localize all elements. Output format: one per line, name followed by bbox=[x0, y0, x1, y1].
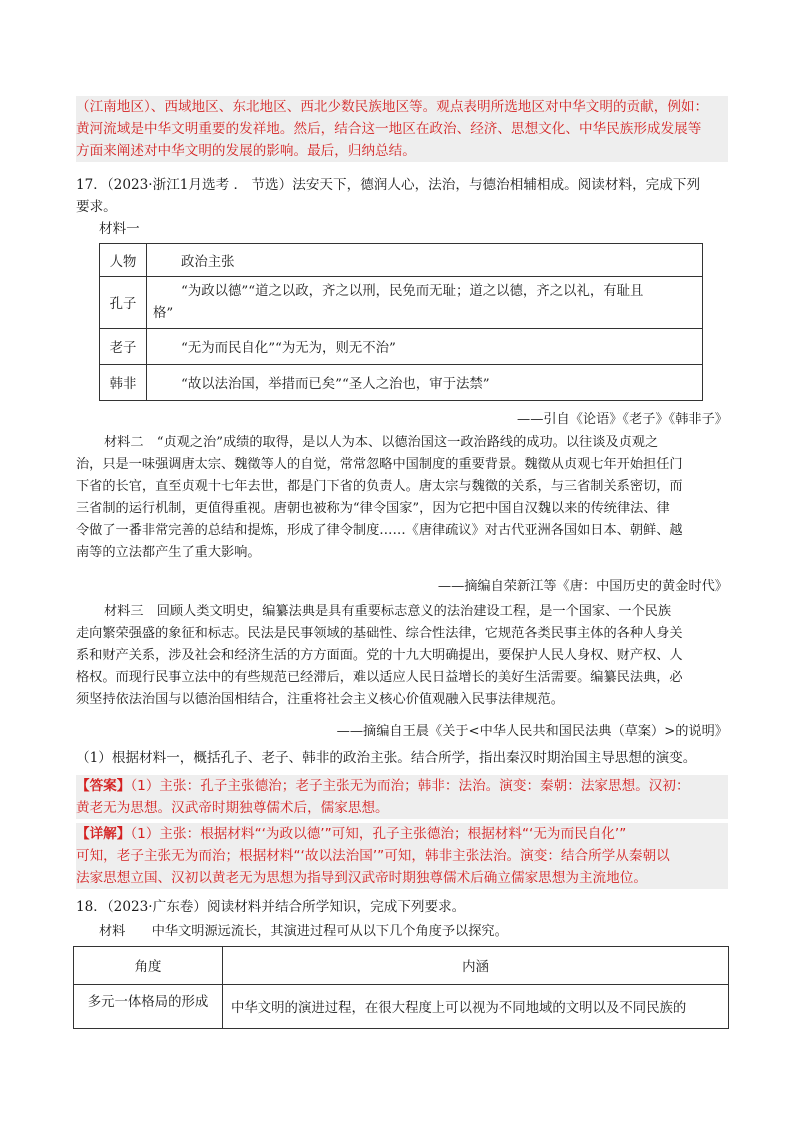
q18-header-text: 18．（2023·广东卷）阅读材料并结合所学知识，完成下列要求。 bbox=[76, 899, 466, 915]
material2-line: 材料二 “贞观之治”成绩的取得，是以人为本、以德治国这一政治路线的成功。以往谈及贞观之 bbox=[104, 435, 659, 450]
table-person: 老子 bbox=[100, 329, 147, 365]
detail-line: 可知，老子主张无为而治；根据材料“‘故以法治国’”可知，韩非主张法治。演变：结合所学从秦朝以 bbox=[76, 848, 670, 864]
table-person: 孔子 bbox=[100, 277, 147, 329]
material1-source: ——引自《论语》《老子》《韩非子》 bbox=[517, 412, 728, 427]
detail-tag: 【详解】 bbox=[76, 826, 131, 842]
answer-line: 黄老无为思想。汉武帝时期独尊儒术后，儒家思想。 bbox=[76, 800, 389, 816]
table-claim-line: “无为而民自化”“为无为，则无不治” bbox=[181, 341, 396, 356]
material3-line: 材料三 回顾人类文明史，编纂法典是具有重要标志意义的法治建设工程，是一个国家、一个民族 bbox=[104, 604, 672, 619]
q18-header bbox=[76, 896, 728, 918]
material1-label: 材料一 bbox=[99, 221, 140, 237]
material3-block bbox=[76, 601, 728, 711]
table-header-row bbox=[74, 947, 729, 985]
q17-subquestion bbox=[76, 747, 728, 769]
table-claim-line: “故以法治国，举措而已矣”“圣人之治也，审于法禁” bbox=[181, 377, 490, 392]
table-header-angle: 角度 bbox=[74, 947, 223, 985]
q17-subquestion-text: （1）根据材料一，概括孔子、老子、韩非的政治主张。结合所学，指出秦汉时期治国主导思想的演变。 bbox=[76, 750, 697, 766]
answer-block bbox=[76, 775, 728, 819]
table-claim-line: 格” bbox=[153, 305, 174, 321]
table-claim bbox=[147, 365, 703, 401]
table-claim bbox=[147, 277, 703, 329]
table-row bbox=[100, 277, 703, 329]
material2-line: 南等的立法都产生了重大影响。 bbox=[76, 545, 261, 560]
table-row bbox=[100, 365, 703, 401]
table-row bbox=[100, 329, 703, 365]
answer-tag: 【答案】 bbox=[76, 778, 131, 794]
table-row bbox=[74, 985, 729, 1029]
material2-line: 三省制的运行机制，更值得重视。唐朝也被称为“律令国家”，因为它把中国自汉魏以来的传统律法、律 bbox=[76, 501, 670, 516]
material2-block bbox=[76, 432, 728, 564]
intro-answer-line: （江南地区）、西域地区、东北地区、西北少数民族地区等。观点表明所选地区对中华文明的贡献，例如： bbox=[76, 99, 709, 115]
material2-line: 下省的长官，直至贞观十七年去世，都是门下省的负责人。唐太宗与魏徵的关系，与三省制关系密切，而 bbox=[76, 479, 683, 494]
table-person: 韩非 bbox=[100, 365, 147, 401]
material3-line: 系和财产关系，涉及社会和经济生活的方方面面。党的十九大明确提出，要保护人民人身权、财产权、人 bbox=[76, 648, 683, 663]
q17-header-line: 要求。 bbox=[76, 199, 117, 215]
table-claim bbox=[147, 329, 703, 365]
q18-material: 材料 中华文明源远流长，其演进过程可从以下几个角度予以探究。 bbox=[99, 924, 508, 939]
intro-answer-block bbox=[76, 96, 728, 162]
detail-text: （1）主张：根据材料“‘为政以德’”可知，孔子主张德治；根据材料“‘无为而民自化’” bbox=[130, 826, 627, 842]
table-header-claim: 政治主张 bbox=[147, 244, 703, 277]
table-header-person: 人物 bbox=[100, 244, 147, 277]
table-claim-line: “为政以德”“道之以政，齐之以刑，民免而无耻；道之以德，齐之以礼，有耻且 bbox=[181, 283, 644, 299]
material3-source: ——摘编自王晨《关于<中华人民共和国民法典（草案）>的说明》 bbox=[336, 724, 728, 739]
material1-table bbox=[99, 243, 703, 401]
detail-line bbox=[76, 823, 728, 845]
q17-header-line: 17．（2023·浙江1月选考 ． 节选）法安天下，德润人心，法治，与德治相辅相成。阅读材料，完成下列 bbox=[76, 177, 701, 193]
answer-text: （1）主张：孔子主张德治；老子主张无为而治；韩非：法治。演变：秦朝：法家思想。汉初： bbox=[130, 778, 690, 794]
answer-line bbox=[76, 775, 728, 797]
table-angle: 多元一体格局的形成 bbox=[74, 985, 223, 1029]
q18-table bbox=[73, 946, 729, 1029]
table-header-row bbox=[100, 244, 703, 277]
material3-line: 走向繁荣强盛的象征和标志。民法是民事领域的基础性、综合性法律，它规范各类民事主体的各种人身关 bbox=[76, 626, 683, 641]
material2-line: 治，只是一味强调唐太宗、魏徵等人的自觉，常常忽略中国制度的重要背景。魏徵从贞观七年开始担任门 bbox=[76, 457, 683, 472]
table-content: 中华文明的演进过程，在很大程度上可以视为不同地域的文明以及不同民族的 bbox=[223, 985, 729, 1029]
table-header-content: 内涵 bbox=[223, 947, 729, 985]
material3-line: 须坚持依法治国与以德治国相结合，注重将社会主义核心价值观融入民事法律规范。 bbox=[76, 692, 564, 707]
intro-answer-line: 黄河流域是中华文明重要的发祥地。然后，结合这一地区在政治、经济、思想文化、中华民族形成发展等 bbox=[76, 121, 702, 137]
detail-line: 法家思想立国、汉初以黄老无为思想为指导到汉武帝时期独尊儒术后确立儒家思想为主流地位。 bbox=[76, 870, 647, 886]
material2-line: 令做了一番非常完善的总结和提炼，形成了律令制度……《唐律疏议》对古代亚洲各国如日本、朝鲜、越 bbox=[76, 523, 683, 538]
intro-answer-line: 方面来阐述对中华文明的发展的影响。最后，归纳总结。 bbox=[76, 143, 416, 159]
detail-block bbox=[76, 823, 728, 889]
material2-source: ——摘编自荣新江等《唐：中国历史的黄金时代》 bbox=[437, 579, 728, 594]
q17-header bbox=[76, 174, 728, 218]
material3-line: 格权。而现行民事立法中的有些规范已经滞后，难以适应人民日益增长的美好生活需要。编纂民法典，必 bbox=[76, 670, 683, 685]
